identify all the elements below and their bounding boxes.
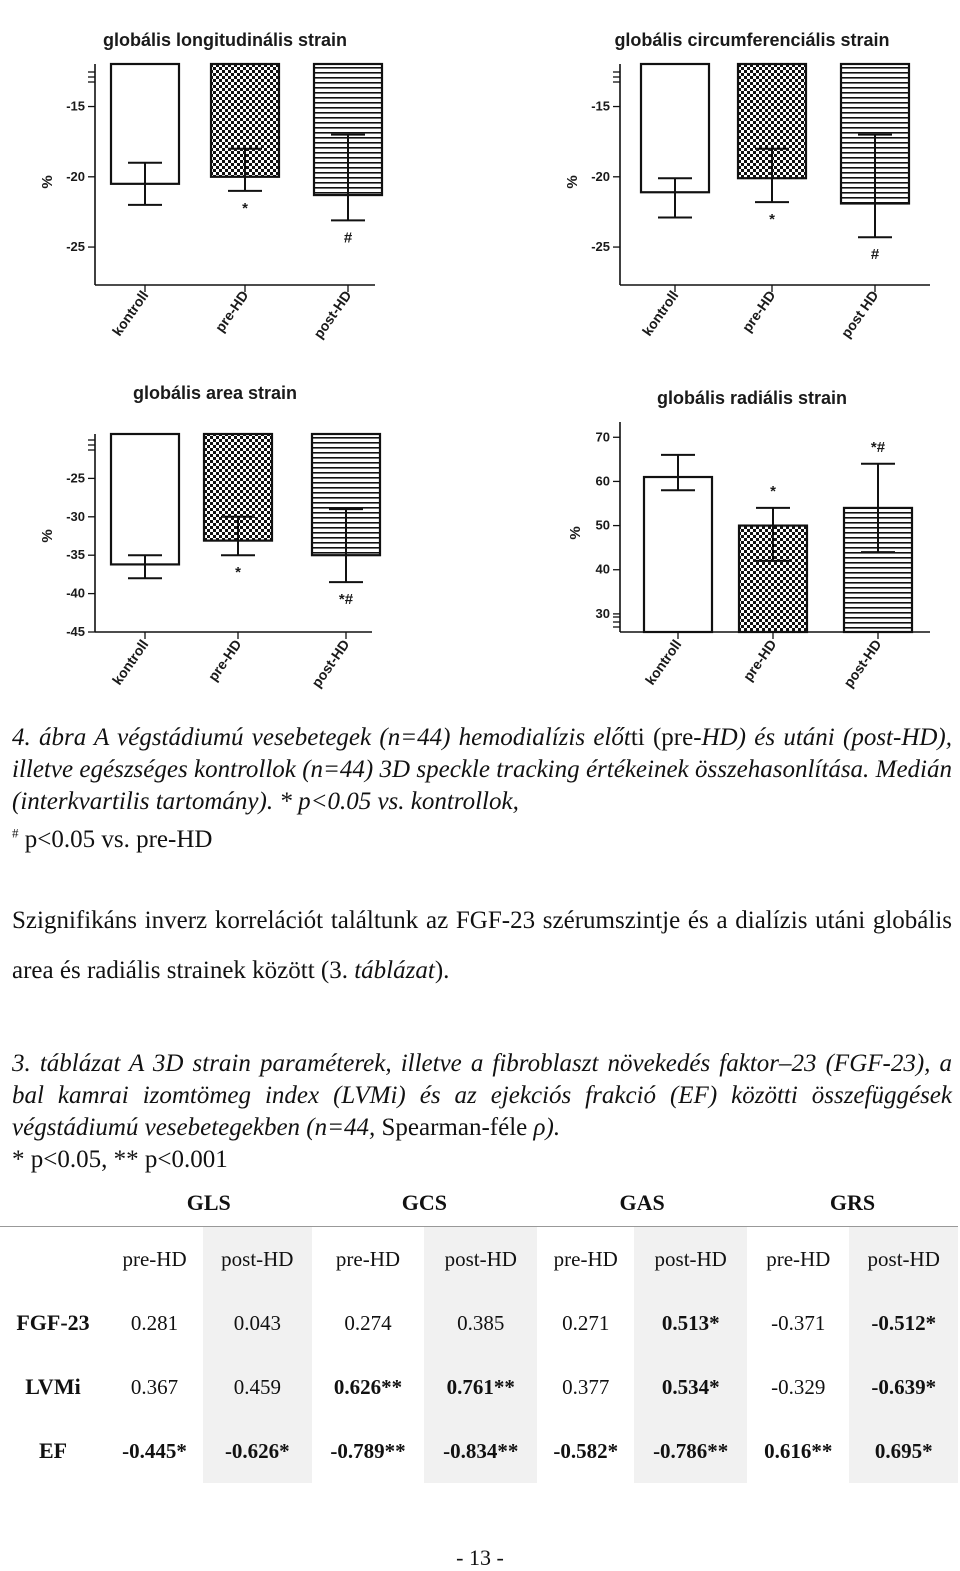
table-subheader-row [0,1227,958,1292]
body-paragraph [12,896,952,996]
table-cell: 0.626** [333,1374,403,1399]
group-gls: GLS [186,1190,231,1215]
table-cell: 0.271 [562,1310,610,1335]
paragraph-end: ). [434,957,450,984]
y-axis-label: % [567,526,584,540]
table-caption [12,1048,952,1176]
chart-title: globális area strain [132,383,298,403]
table-cell: 0.281 [130,1310,179,1335]
table-cell: -0.329 [771,1374,826,1399]
y-tick-label: -15 [591,98,610,114]
table-cell: 0.616** [764,1438,833,1463]
y-tick-label: -20 [66,168,85,184]
significance-mark: *# [870,438,886,456]
significance-mark: # [343,229,353,247]
category-label: kontroll [108,636,152,688]
chart-grs [480,370,960,710]
y-tick-label: -25 [66,470,85,486]
table-cell: 0.367 [130,1374,179,1399]
subheader-cell: pre-HD [537,1227,634,1292]
page-number: - 13 - [456,1545,504,1570]
paragraph-ref: táblázat [354,957,435,984]
table-cell: 0.695* [849,1419,958,1483]
y-axis-label: % [39,529,56,543]
y-tick-label: 50 [595,517,610,533]
chart-gcs [480,10,960,355]
table-cell: 0.459 [203,1355,311,1419]
chart-title: globális radiális strain [656,388,848,408]
y-tick-label: -35 [66,547,85,563]
category-label: post-HD [308,636,353,691]
table-cell: 0.534* [634,1355,747,1419]
bar [111,434,179,564]
caption-line2: (post-HD), illetve egészséges kontrollok (n=44) 3D speckle tracking értékeinek összehasonlítása. Medián (interkvartilis tartomány). * p<0.05 vs. kontrollok, [12,724,953,815]
subheader-cell: post-HD [634,1227,747,1292]
table-cell: -0.582* [553,1438,619,1463]
chart-title: globális circumferenciális strain [614,30,890,50]
chart-gls [0,10,480,355]
y-tick-label: 60 [595,473,610,489]
table-cell: -0.639* [849,1355,958,1419]
bar [641,64,709,192]
table-cell: -0.371 [771,1310,826,1335]
subheader-cell: pre-HD [312,1227,425,1292]
y-axis-label: % [564,175,581,189]
table-row [0,1355,958,1419]
table-cell: -0.834** [424,1419,537,1483]
table-caption-rho: ρ). [527,1114,561,1141]
caption-lead: 4. ábra A végstádiumú vesebetegek (n=44) hemodialízis előt [12,724,631,751]
table-cell: -0.445* [122,1438,187,1463]
table-cell: 0.043 [203,1291,311,1355]
y-tick-label: -25 [591,239,610,255]
caption-lead-up: ti (pre- [630,724,702,751]
figure-caption [12,722,952,856]
y-tick-label: -45 [66,624,85,639]
y-tick-label: -15 [66,98,85,114]
bar [644,477,712,632]
subheader-cell: pre-HD [747,1227,849,1292]
significance-mark: # [870,246,880,264]
caption-hash: # [12,826,19,841]
y-tick-label: 30 [595,605,610,621]
table-group-header [0,1180,958,1227]
paragraph-text: Szignifikáns inverz korrelációt találtunk az FGF-23 szérumszintje és a dialízis utáni globális area és radiális strainek között (3. [12,907,952,984]
category-label: kontroll [638,287,682,339]
significance-mark: * [770,482,776,500]
category-label: pre-HD [738,287,779,335]
group-grs: GRS [829,1190,876,1215]
significance-mark: *# [338,591,354,609]
chart-title: globális longitudinális strain [102,30,348,50]
y-axis-label: % [39,175,56,189]
table-cell: 0.274 [344,1310,392,1335]
table-caption-text: 3. táblázat A 3D strain paraméterek, illetve a fibroblaszt növekedés faktor–23 (FGF-23), a bal kamrai izomtömeg index (LVMi) és az ejekciós frakció (EF) közötti összefüggések végstádiumú vesebetegekben (n=44, [12,1050,952,1141]
table-row [0,1419,958,1483]
table-cell: 0.761** [424,1355,537,1419]
chart-gas [0,370,480,710]
y-tick-label: -40 [66,585,85,601]
table-caption-pvals: * p<0.05, ** p<0.001 [12,1146,228,1173]
subheader-cell: pre-HD [106,1227,203,1292]
caption-line4: p<0.05 vs. pre-HD [18,826,213,854]
category-label: kontroll [641,636,685,688]
table-cell: 0.377 [562,1374,610,1399]
subheader-cell: post-HD [849,1227,958,1292]
y-tick-label: 40 [595,561,610,577]
table-cell: -0.789** [330,1438,406,1463]
y-tick-label: 70 [595,429,610,445]
table-cell: 0.385 [424,1291,537,1355]
subheader-cell: post-HD [424,1227,537,1292]
row-label: LVMi [25,1374,81,1399]
table-cell: -0.626* [203,1419,311,1483]
caption-hd1: HD) és utáni [701,724,835,751]
y-tick-label: -20 [591,168,610,184]
row-label: EF [38,1438,68,1463]
group-gcs: GCS [401,1190,447,1215]
table-caption-method: Spearman-féle [381,1114,528,1141]
subheader-cell: post-HD [203,1227,311,1292]
group-gas: GAS [619,1190,665,1215]
row-label: FGF-23 [16,1310,90,1335]
table-cell: -0.786** [634,1419,747,1483]
category-label: post-HD [840,636,885,691]
category-label: pre-HD [211,287,252,335]
significance-mark: * [769,211,775,229]
table-cell: 0.513* [634,1291,747,1355]
category-label: kontroll [108,287,152,339]
category-label: post-HD [310,287,355,342]
category-label: post HD [837,287,882,341]
correlation-table [0,1180,958,1483]
category-label: pre-HD [204,636,245,684]
y-tick-label: -25 [66,239,85,255]
table-row [0,1291,958,1355]
significance-mark: * [235,564,241,582]
y-tick-label: -30 [66,508,85,524]
table-cell: -0.512* [849,1291,958,1355]
significance-mark: * [242,199,248,217]
category-label: pre-HD [739,636,780,684]
